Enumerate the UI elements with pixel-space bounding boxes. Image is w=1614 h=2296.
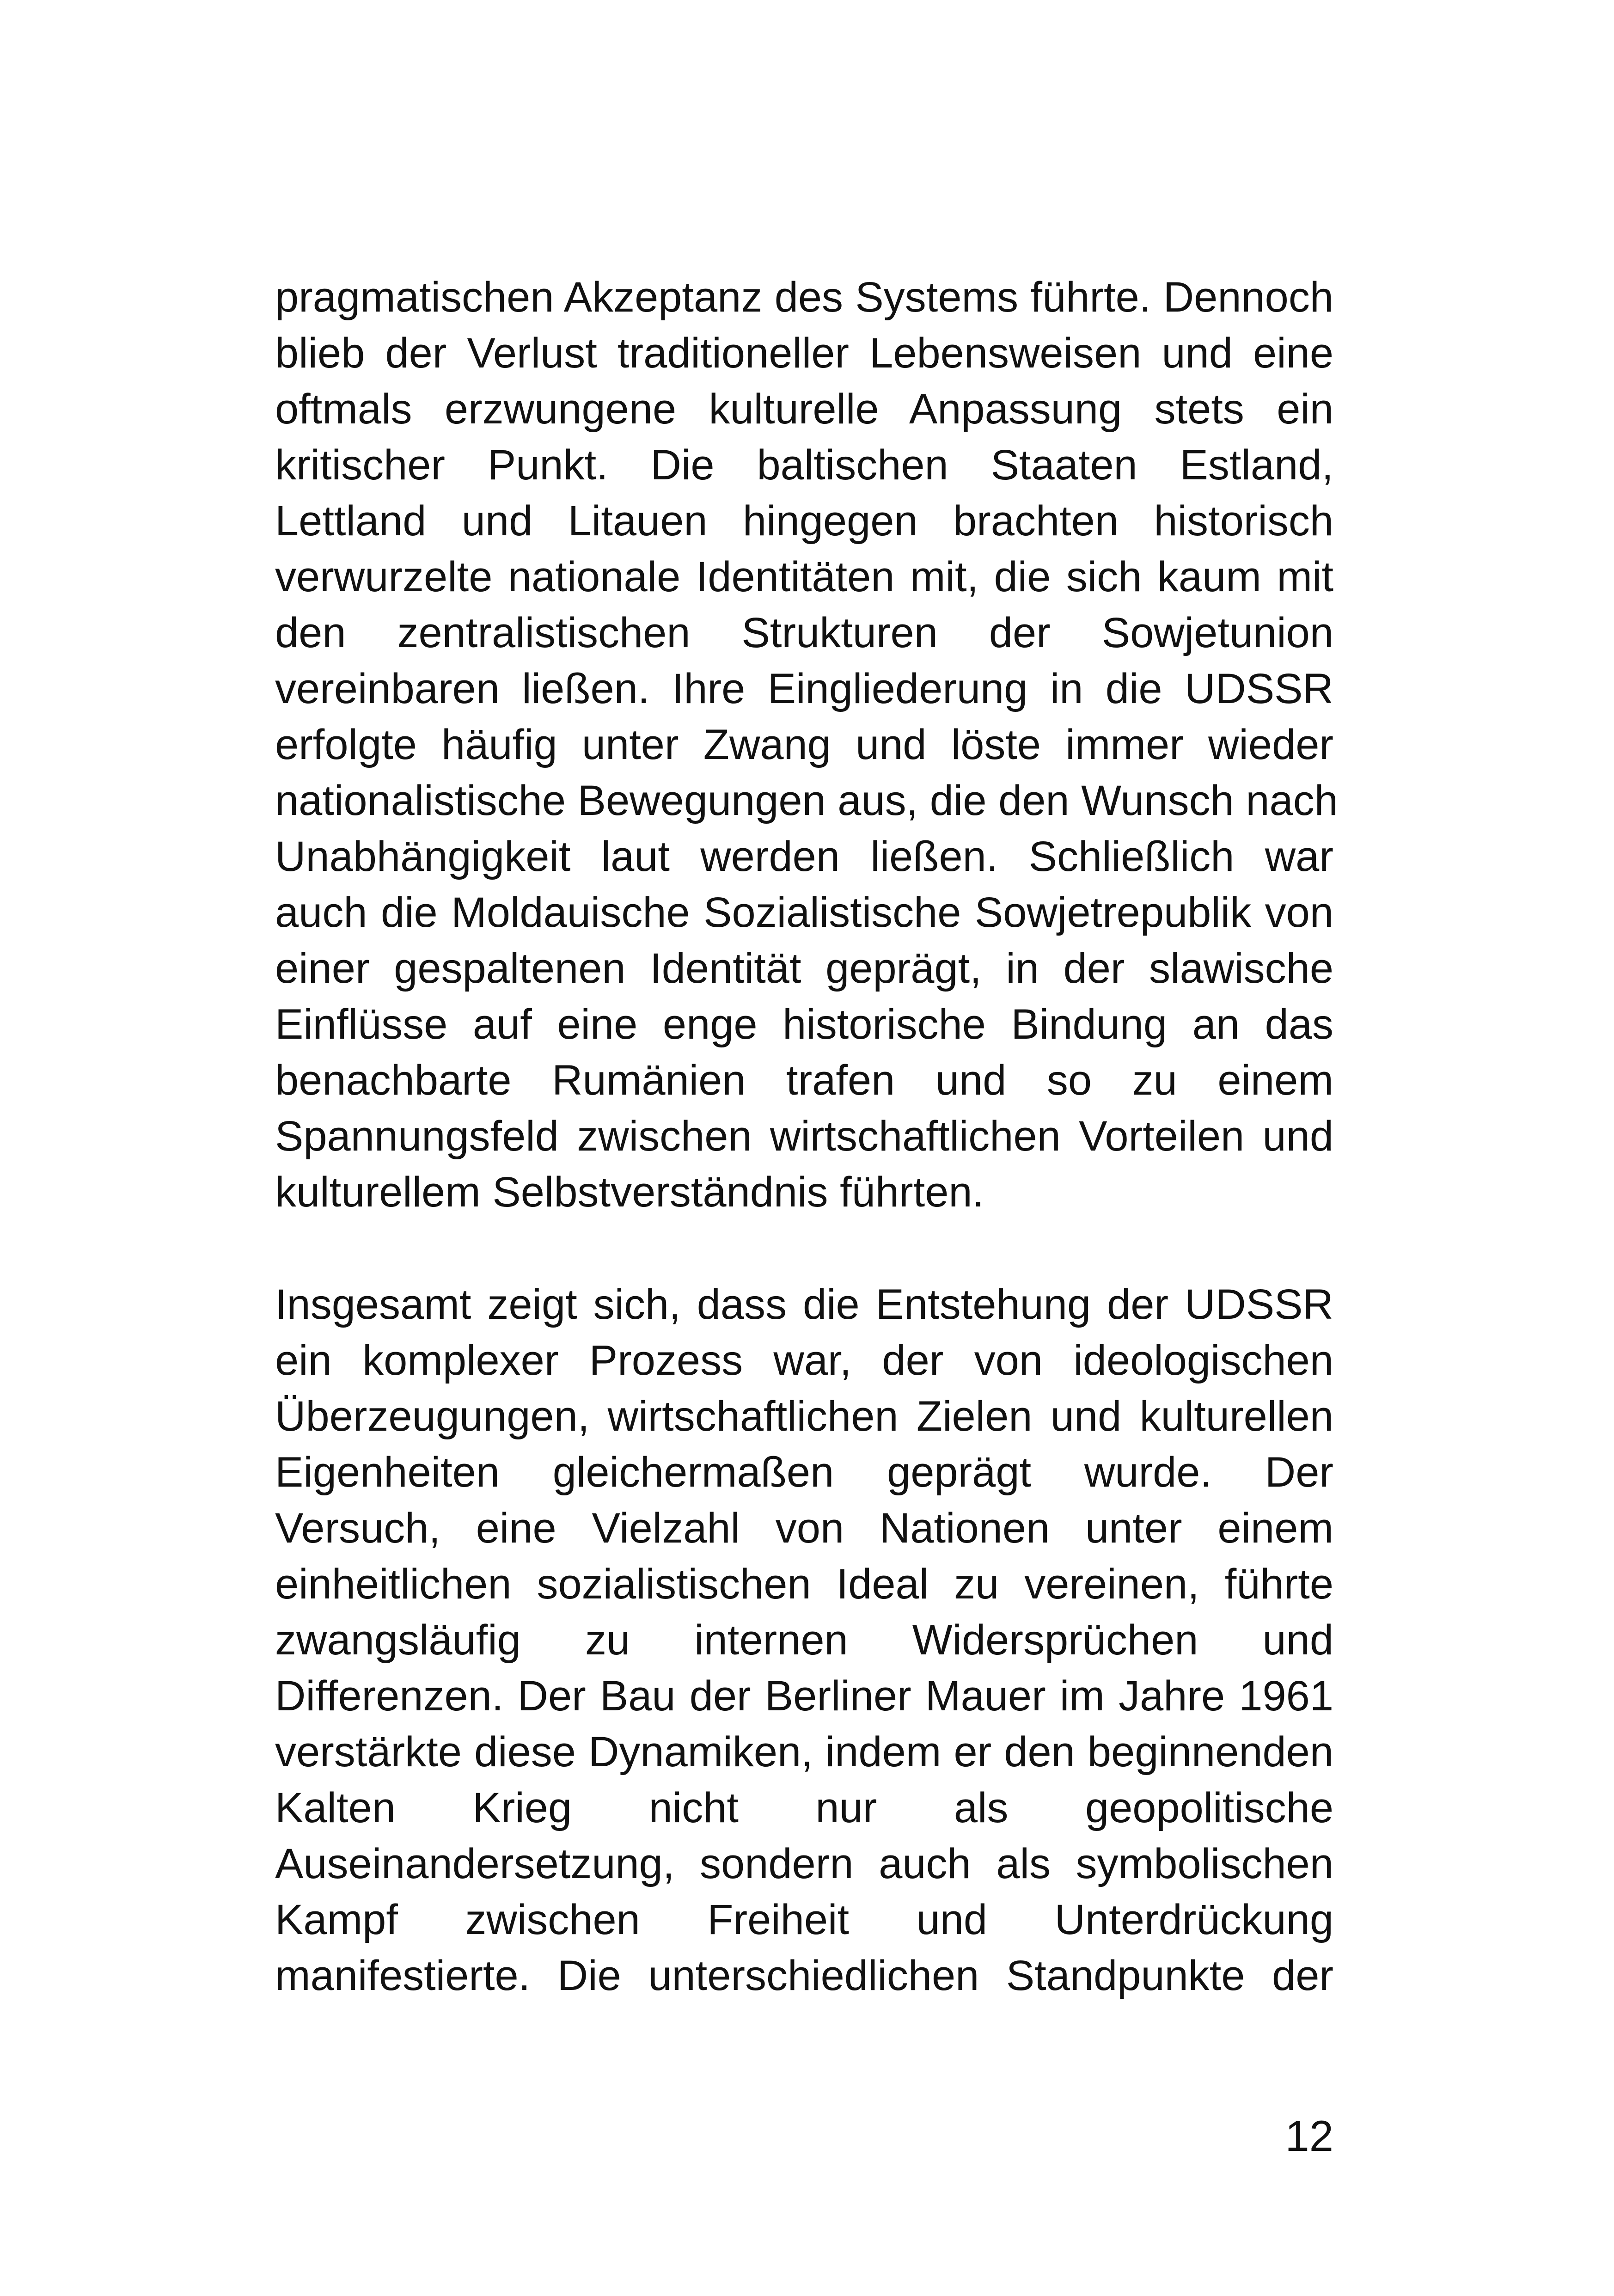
text-line: blieb der Verlust traditioneller Lebensweisen und eine [275,330,1333,377]
text-line: nationalistische Bewegungen aus, die den Wunsch nach [275,777,1338,824]
text-line: Unabhängigkeit laut werden ließen. Schließlich war [275,833,1333,880]
text-line: einheitlichen sozialistischen Ideal zu vereinen, führte [275,1561,1333,1608]
paragraph-1 [275,269,1338,1220]
text-line: Einflüsse auf eine enge historische Bindung an das [275,1001,1333,1048]
text-line: Überzeugungen, wirtschaftlichen Zielen und kulturellen [275,1393,1333,1440]
text-line: Kalten Krieg nicht nur als geopolitische [275,1784,1333,1831]
page-number: 12 [1285,2112,1333,2160]
text-line: manifestierte. Die unterschiedlichen Standpunkte der [275,1952,1333,1999]
text-line: Eigenheiten gleichermaßen geprägt wurde. Der [275,1449,1333,1496]
text-line: Insgesamt zeigt sich, dass die Entstehung der UDSSR [275,1281,1333,1328]
text-line: verwurzelte nationale Identitäten mit, die sich kaum mit [275,553,1333,600]
text-line: ein komplexer Prozess war, der von ideologischen [275,1337,1333,1384]
text-line: erfolgte häufig unter Zwang und löste immer wieder [275,721,1333,768]
text-line: kritischer Punkt. Die baltischen Staaten Estland, [275,441,1333,489]
text-line: pragmatischen Akzeptanz des Systems führte. Dennoch [275,274,1333,321]
text-line: verstärkte diese Dynamiken, indem er den beginnenden [275,1728,1333,1776]
text-line: Spannungsfeld zwischen wirtschaftlichen Vorteilen und [275,1113,1333,1160]
text-line: vereinbaren ließen. Ihre Eingliederung in die UDSSR [275,665,1333,712]
text-line: auch die Moldauische Sozialistische Sowjetrepublik von [275,889,1333,936]
text-line: Lettland und Litauen hingegen brachten historisch [275,497,1333,545]
text-line: zwangsläufig zu internen Widersprüchen und [275,1616,1333,1664]
paragraph-2 [275,1277,1333,2004]
paragraph-spacer [275,1220,1333,1277]
text-line: den zentralistischen Strukturen der Sowjetunion [275,609,1333,656]
text-line: Differenzen. Der Bau der Berliner Mauer im Jahre 1961 [275,1672,1333,1720]
text-line: einer gespaltenen Identität geprägt, in der slawische [275,945,1333,992]
text-line: kulturellem Selbstverständnis führten. [275,1169,984,1216]
text-line: oftmals erzwungene kulturelle Anpassung stets ein [275,386,1333,433]
text-line: benachbarte Rumänien trafen und so zu einem [275,1057,1333,1104]
body-text [275,269,1338,2004]
text-line: Kampf zwischen Freiheit und Unterdrückung [275,1896,1333,1943]
text-line: Auseinandersetzung, sondern auch als symbolischen [275,1840,1333,1887]
text-line: Versuch, eine Vielzahl von Nationen unter einem [275,1505,1333,1552]
